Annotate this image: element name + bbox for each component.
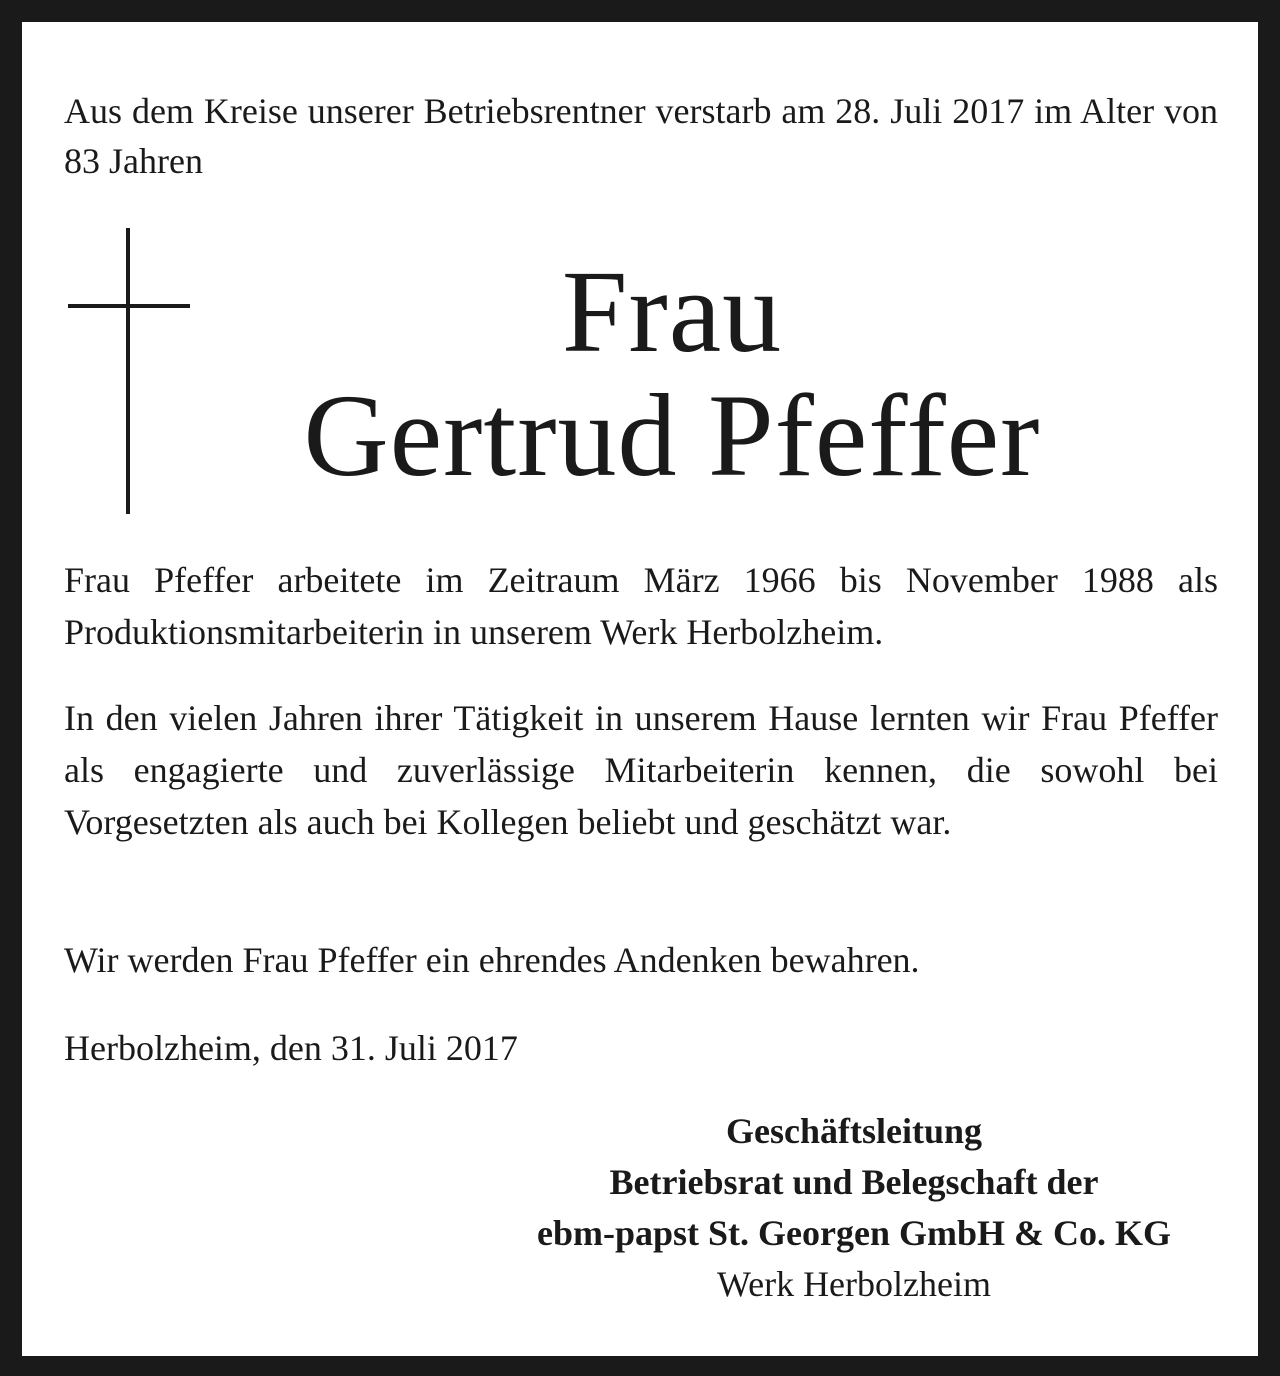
deceased-name	[222, 246, 1122, 501]
tribute-paragraph: In den vielen Jahren ihrer Tätigkeit in unserem Hause lernten wir Frau Pfeffer als engagierte und zuverlässige Mitarbeiterin kennen, die sowohl bei Vorgesetzten als auch bei Kollegen beliebt und geschätzt war.	[64, 698, 1218, 842]
signature-block	[464, 1106, 1244, 1310]
obituary-notice	[22, 22, 1258, 1356]
signature-management: Geschäftsleitung	[726, 1111, 982, 1151]
cross-vertical-bar	[126, 228, 130, 514]
signature-company: ebm-papst St. Georgen GmbH & Co. KG	[537, 1213, 1171, 1253]
signature-works-council: Betriebsrat und Belegschaft der	[609, 1162, 1099, 1202]
remembrance-paragraph: Wir werden Frau Pfeffer ein ehrendes Andenken bewahren.	[64, 940, 920, 980]
name-full: Gertrud Pfeffer	[303, 370, 1041, 501]
cross-icon	[68, 228, 190, 514]
cross-horizontal-bar	[68, 304, 190, 308]
name-title: Frau	[561, 246, 783, 377]
place-date: Herbolzheim, den 31. Juli 2017	[64, 1028, 518, 1068]
signature-plant: Werk Herbolzheim	[717, 1264, 991, 1304]
intro-text: Aus dem Kreise unserer Betriebsrentner verstarb am 28. Juli 2017 im Alter von 83 Jahren	[64, 91, 1218, 181]
employment-paragraph: Frau Pfeffer arbeitete im Zeitraum März 1966 bis November 1988 als Produktionsmitarbeiterin in unserem Werk Herbolzheim.	[64, 560, 1218, 652]
